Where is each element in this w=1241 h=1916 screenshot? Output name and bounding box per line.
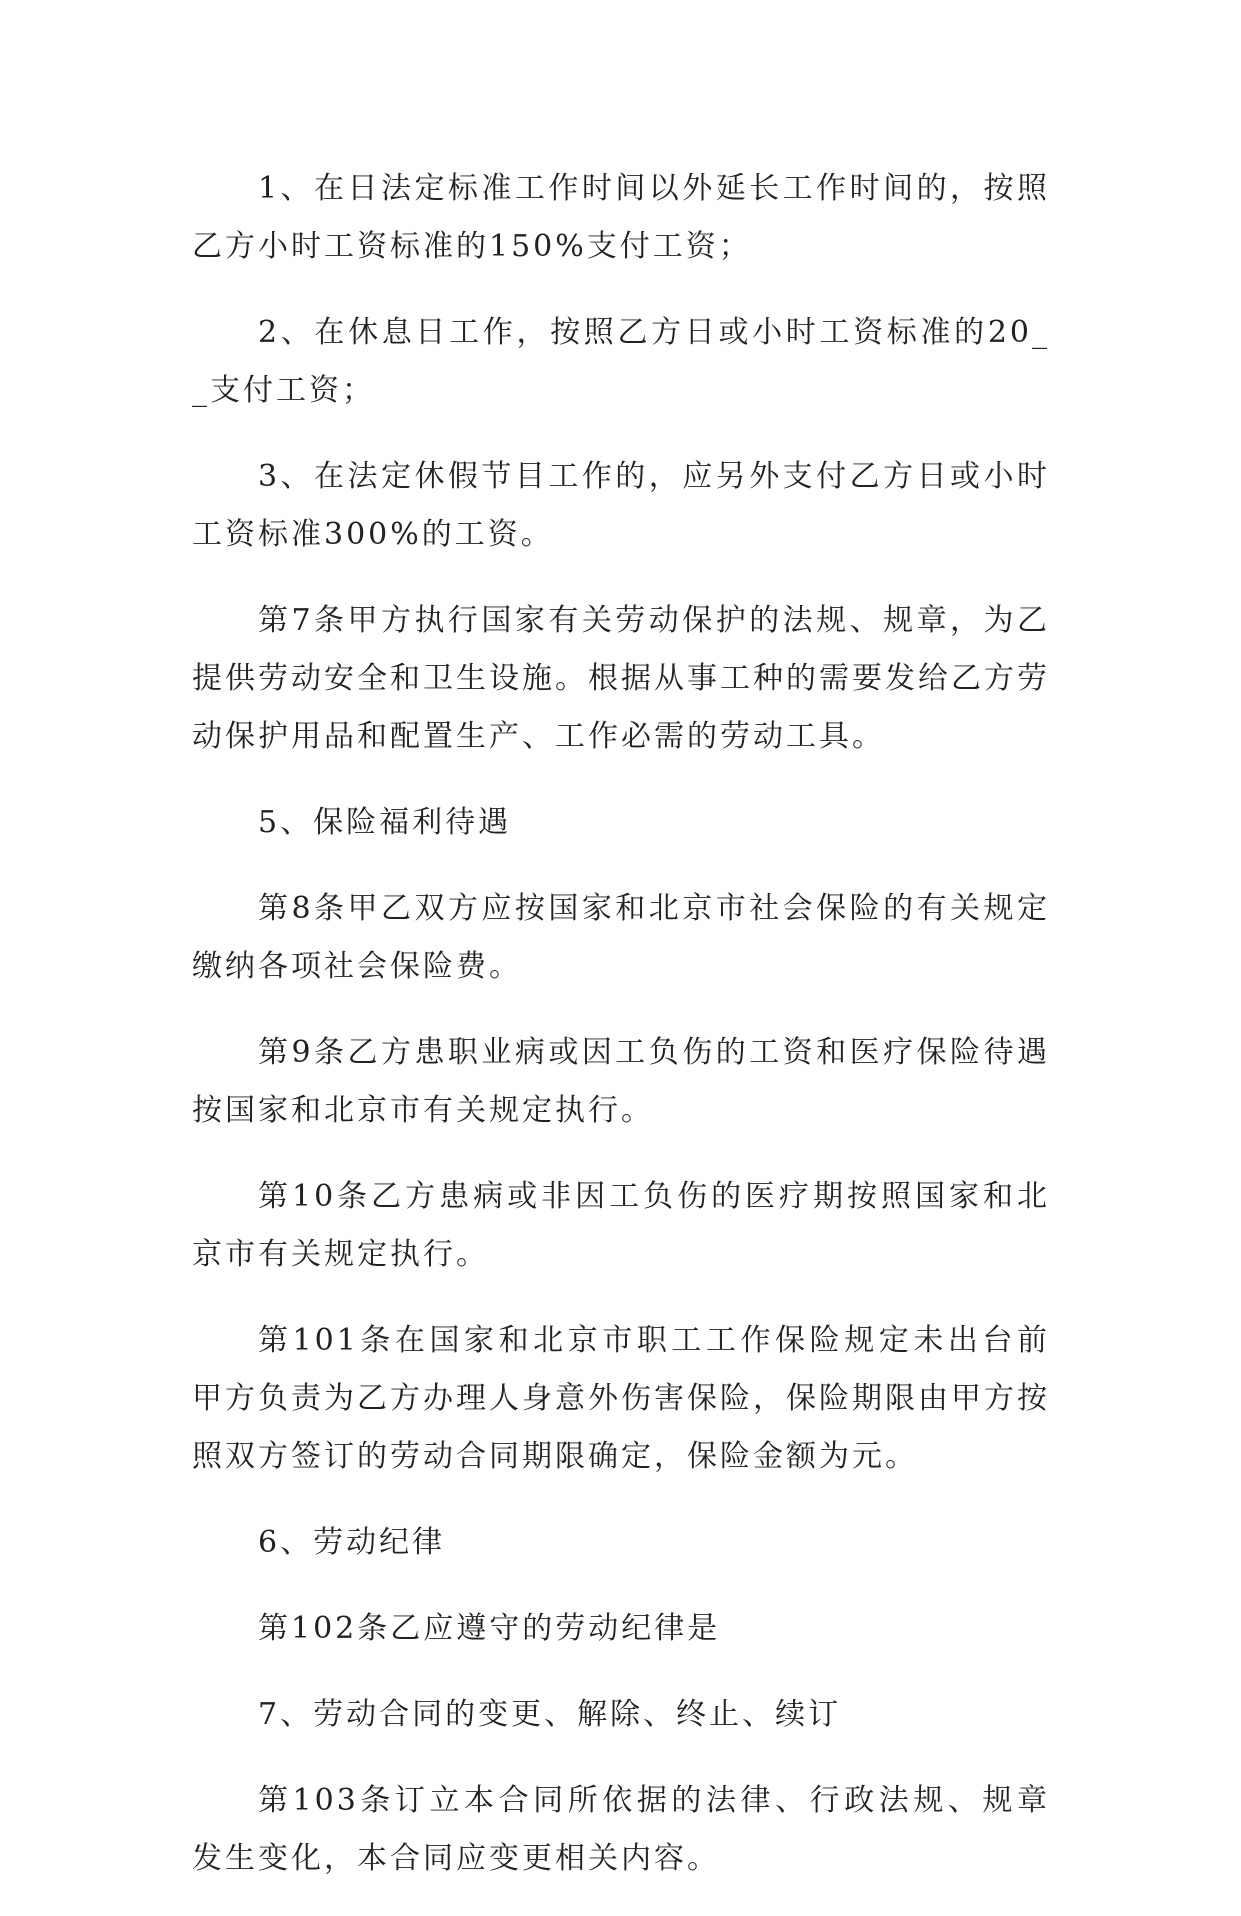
paragraph-article-10: 第10条乙方患病或非因工负伤的医疗期按照国家和北京市有关规定执行。 <box>192 1179 1050 1272</box>
paragraph-overtime-restday: 2、在休息日工作，按照乙方日或小时工资标准的20__支付工资； <box>192 315 1050 408</box>
document-body <box>192 160 1050 1916</box>
paragraph-overtime-holiday: 3、在法定休假节目工作的，应另外支付乙方日或小时工资标准300%的工资。 <box>192 459 1050 552</box>
paragraph-article-9: 第9条乙方患职业病或因工负伤的工资和医疗保险待遇按国家和北京市有关规定执行。 <box>192 1035 1050 1128</box>
section-heading-insurance: 5、保险福利待遇 <box>258 805 512 840</box>
paragraph-article-103: 第103条订立本合同所依据的法律、行政法规、规章发生变化，本合同应变更相关内容。 <box>192 1783 1050 1876</box>
paragraph-article-7: 第7条甲方执行国家有关劳动保护的法规、规章，为乙提供劳动安全和卫生设施。根据从事工种的需要发给乙方劳动保护用品和配置生产、工作必需的劳动工具。 <box>192 603 1050 754</box>
section-heading-discipline: 6、劳动纪律 <box>258 1525 446 1560</box>
paragraph-article-102: 第102条乙应遵守的劳动纪律是 <box>258 1611 721 1646</box>
paragraph-article-8: 第8条甲乙双方应按国家和北京市社会保险的有关规定缴纳各项社会保险费。 <box>192 891 1050 984</box>
paragraph-article-101: 第101条在国家和北京市职工工作保险规定未出台前甲方负责为乙方办理人身意外伤害保险，保险期限由甲方按照双方签订的劳动合同期限确定，保险金额为元。 <box>192 1323 1050 1474</box>
section-heading-contract-changes: 7、劳动合同的变更、解除、终止、续订 <box>258 1697 842 1732</box>
paragraph-overtime-weekday: 1、在日法定标准工作时间以外延长工作时间的，按照乙方小时工资标准的150%支付工资； <box>192 171 1050 264</box>
